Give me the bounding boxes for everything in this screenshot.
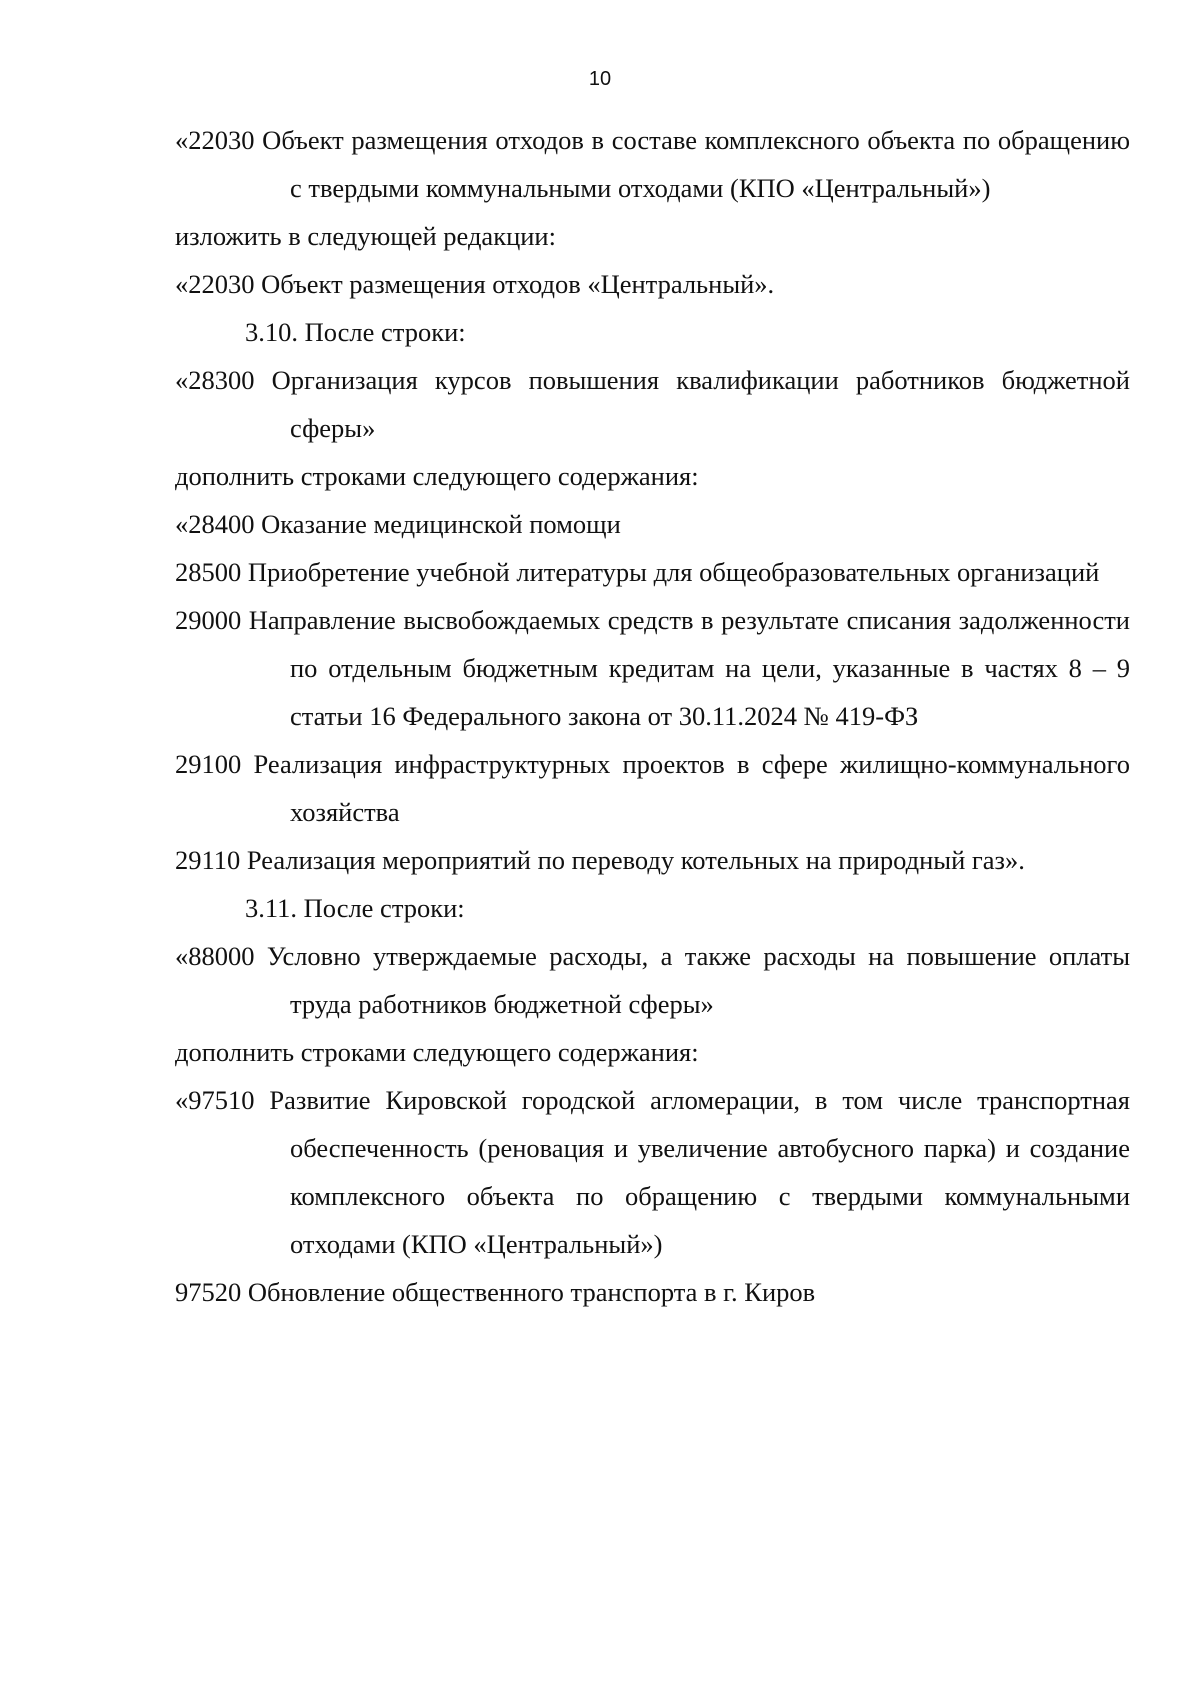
paragraph-28400: «28400 Оказание медицинской помощи <box>175 509 621 539</box>
paragraph-instruction-add-2: дополнить строками следующего содержания: <box>175 1037 699 1067</box>
paragraph-22030-old: «22030 Объект размещения отходов в составе комплексного объекта по обращению с твердыми коммунальными отходами (КПО «Центральный») <box>175 125 1130 203</box>
paragraph-22030-new: «22030 Объект размещения отходов «Центральный». <box>175 269 775 299</box>
document-body <box>175 116 1130 1316</box>
paragraph-29100: 29100 Реализация инфраструктурных проектов в сфере жилищно-коммунального хозяйства <box>175 749 1130 827</box>
clause-3-11: 3.11. После строки: <box>245 893 465 923</box>
clause-3-10: 3.10. После строки: <box>245 317 466 347</box>
paragraph-29110: 29110 Реализация мероприятий по переводу котельных на природный газ». <box>175 845 1025 875</box>
page-number: 10 <box>588 68 612 90</box>
paragraph-29000: 29000 Направление высвобождаемых средств в результате списания задолженности по отдельным бюджетным кредитам на цели, указанные в частях 8 – 9 статьи 16 Федерального закона от 30.11.2024 № 419-ФЗ <box>175 605 1130 731</box>
paragraph-instruction-edit: изложить в следующей редакции: <box>175 221 556 251</box>
paragraph-28300: «28300 Организация курсов повышения квалификации работников бюджетной сферы» <box>175 365 1130 443</box>
paragraph-97520: 97520 Обновление общественного транспорта в г. Киров <box>175 1277 816 1307</box>
paragraph-97510: «97510 Развитие Кировской городской агломерации, в том числе транспортная обеспеченность (реновация и увеличение автобусного парка) и создание комплексного объекта по обращению с твердыми коммунальными отходами (КПО «Центральный») <box>175 1085 1130 1259</box>
paragraph-28500: 28500 Приобретение учебной литературы для общеобразовательных организаций <box>175 557 1100 587</box>
paragraph-instruction-add: дополнить строками следующего содержания: <box>175 461 699 491</box>
paragraph-88000: «88000 Условно утверждаемые расходы, а также расходы на повышение оплаты труда работников бюджетной сферы» <box>175 941 1130 1019</box>
